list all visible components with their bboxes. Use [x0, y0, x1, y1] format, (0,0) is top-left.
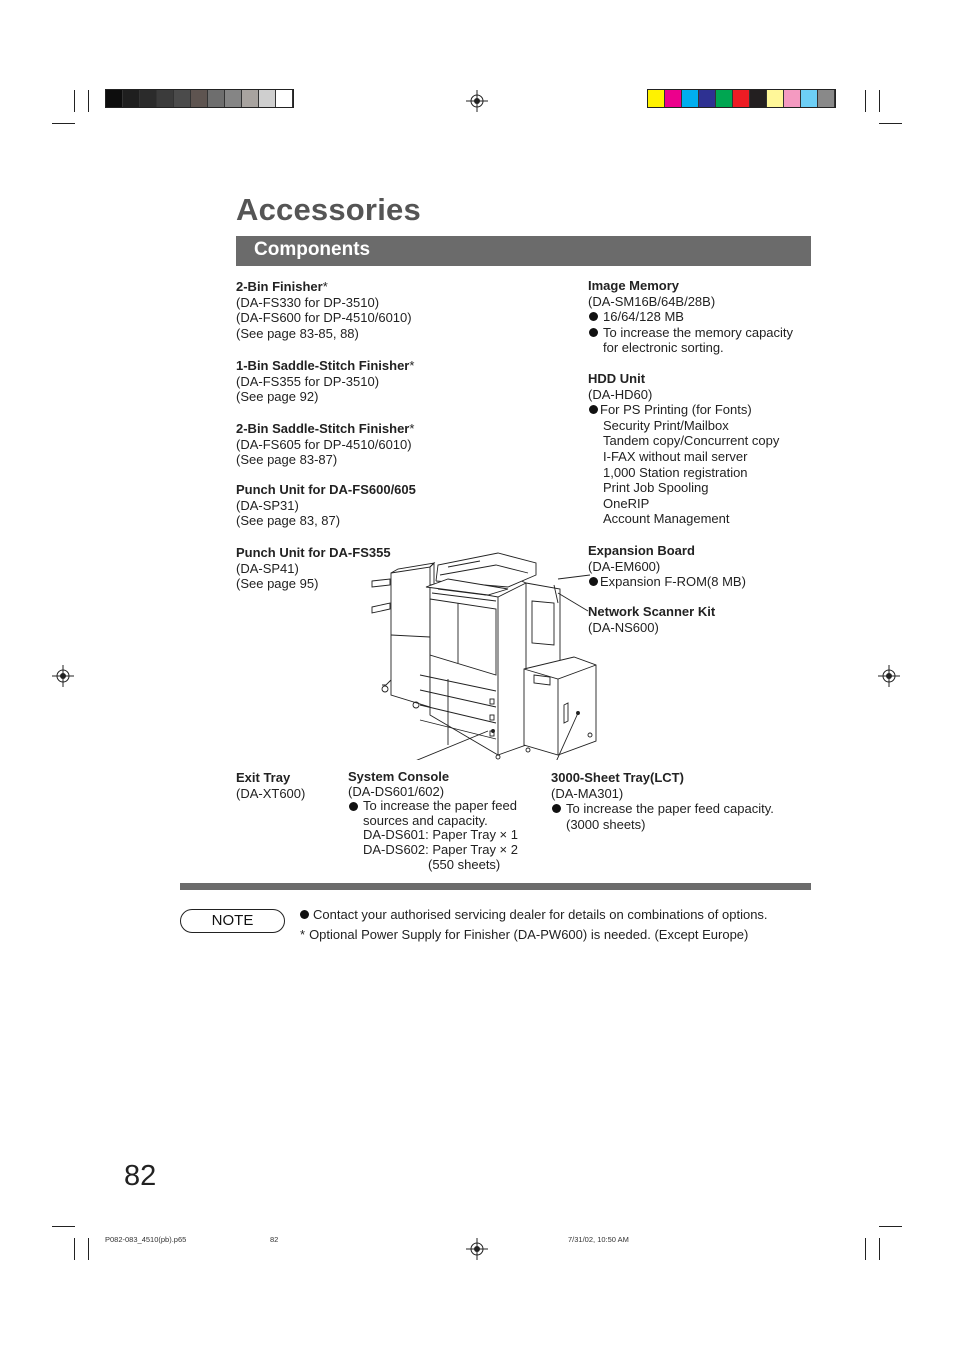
item-title: Punch Unit for DA-FS355: [236, 545, 391, 560]
color-swatch: [818, 90, 835, 107]
color-swatch: [123, 90, 140, 107]
item-line: (See page 83-87): [236, 452, 338, 468]
item-line: (See page 83-85, 88): [236, 325, 359, 341]
item-line: (3000 sheets): [566, 816, 646, 832]
section-divider: [180, 883, 811, 890]
lct-tray-block: [551, 770, 774, 832]
expansion-board-block: [588, 543, 746, 590]
color-swatch: [733, 90, 750, 107]
list-item: Tandem copy/Concurrent copy: [603, 433, 780, 449]
registration-mark-icon: [878, 665, 900, 687]
exit-tray-block: [236, 770, 305, 801]
crop-mark: [865, 1238, 866, 1260]
color-swatch: [784, 90, 801, 107]
item-model: (DA-HD60): [588, 386, 653, 402]
asterisk-mark: *: [409, 421, 415, 436]
color-swatch: [648, 90, 665, 107]
list-item: Security Print/Mailbox: [603, 417, 729, 433]
crop-mark: [879, 1226, 902, 1227]
bullet-item: For PS Printing (for Fonts): [588, 402, 779, 418]
item-line: (DA-FS605 for DP-4510/6010): [236, 436, 412, 452]
gray-color-bar: [105, 89, 294, 108]
item-line: (DA-SP41): [236, 560, 299, 576]
list-item: OneRIP: [603, 495, 650, 511]
item-model: (DA-SM16B/64B/28B): [588, 293, 716, 309]
color-swatch: [665, 90, 682, 107]
item-title: 2-Bin Finisher: [236, 279, 323, 294]
list-item: I-FAX without mail server: [603, 448, 748, 464]
item-title: Punch Unit for DA-FS600/605: [236, 482, 416, 497]
bullet-item: To increase the paper feed capacity.: [551, 801, 774, 817]
bullet-item: To increase the memory capacity: [588, 325, 793, 341]
crop-mark: [74, 1238, 75, 1260]
color-swatch: [242, 90, 259, 107]
color-swatch: [276, 90, 293, 107]
item-title: Image Memory: [588, 278, 680, 293]
bullet-item: Expansion F-ROM(8 MB): [588, 574, 746, 590]
item-title: 2-Bin Saddle-Stitch Finisher: [236, 421, 410, 436]
section-header: [236, 236, 811, 266]
asterisk-mark: *: [409, 358, 415, 373]
crop-mark: [52, 1226, 75, 1227]
item-line: (DA-FS600 for DP-4510/6010): [236, 310, 412, 326]
color-swatch: [259, 90, 276, 107]
color-swatch: [140, 90, 157, 107]
section-title: Components: [254, 239, 371, 260]
note-label: NOTE: [180, 909, 285, 933]
hdd-unit-block: [588, 371, 779, 527]
item-line: for electronic sorting.: [603, 340, 724, 356]
item-line: DA-DS602: Paper Tray × 2: [363, 841, 518, 857]
item-title: Exit Tray: [236, 770, 291, 785]
item-line: DA-DS601: Paper Tray × 1: [363, 827, 518, 843]
color-swatch: [699, 90, 716, 107]
crop-mark: [879, 1238, 880, 1260]
bullet-icon: [300, 910, 309, 919]
item-line: (DA-SP31): [236, 497, 299, 513]
color-swatch: [682, 90, 699, 107]
bullet-item: To increase the paper feed: [348, 799, 518, 814]
note-line: * Optional Power Supply for Finisher (DA-PW600) is needed. (Except Europe): [300, 927, 749, 942]
item-title: HDD Unit: [588, 371, 646, 386]
item-title: Expansion Board: [588, 543, 695, 558]
color-swatch: [225, 90, 242, 107]
crop-mark: [865, 90, 866, 112]
list-item: Account Management: [603, 511, 730, 527]
item-line: (DA-FS355 for DP-3510): [236, 373, 380, 389]
color-swatch: [106, 90, 123, 107]
crop-mark: [88, 90, 89, 112]
two-bin-saddle-block: [236, 421, 414, 468]
item-model: (DA-MA301): [551, 785, 624, 801]
color-swatch: [716, 90, 733, 107]
item-model: (DA-DS601/602): [348, 783, 445, 799]
note-line: Contact your authorised servicing dealer for details on combinations of options.: [300, 907, 768, 922]
list-item: 1,000 Station registration: [603, 464, 748, 480]
color-swatch: [208, 90, 225, 107]
color-swatch: [750, 90, 767, 107]
bullet-item: 16/64/128 MB: [588, 309, 793, 325]
image-memory-block: [588, 278, 793, 356]
registration-mark-icon: [52, 665, 74, 687]
item-line: (See page 83, 87): [236, 513, 341, 529]
color-swatch: [174, 90, 191, 107]
page-number: 82: [124, 1160, 157, 1192]
registration-mark-icon: [466, 90, 488, 112]
item-line: (DA-FS330 for DP-3510): [236, 294, 380, 310]
color-swatch: [801, 90, 818, 107]
copier-illustration: [368, 545, 603, 760]
registration-mark-icon: [466, 1238, 488, 1260]
item-line: sources and capacity.: [363, 812, 488, 828]
punch-unit-600-block: [236, 482, 416, 529]
page-title: Accessories: [236, 192, 421, 227]
footer-page: 82: [270, 1235, 279, 1244]
item-model: (DA-XT600): [236, 785, 306, 801]
item-title: System Console: [348, 769, 450, 784]
list-item: Print Job Spooling: [603, 480, 709, 496]
footer-filename: P082-083_4510(pb).p65: [105, 1235, 187, 1244]
crop-mark: [74, 90, 75, 112]
crop-mark: [879, 90, 880, 112]
crop-mark: [88, 1238, 89, 1260]
item-title: 3000-Sheet Tray(LCT): [551, 770, 684, 785]
item-title: 1-Bin Saddle-Stitch Finisher: [236, 358, 410, 373]
color-swatch: [157, 90, 174, 107]
asterisk-mark: *: [300, 927, 306, 942]
two-bin-finisher-block: [236, 279, 412, 341]
color-swatch: [191, 90, 208, 107]
one-bin-saddle-block: [236, 358, 414, 405]
crop-mark: [52, 123, 75, 124]
process-color-bar: [647, 89, 836, 108]
network-scanner-block: [588, 604, 715, 635]
asterisk-mark: *: [322, 279, 328, 294]
footer-timestamp: 7/31/02, 10:50 AM: [568, 1235, 629, 1244]
crop-mark: [879, 123, 902, 124]
item-line: (550 sheets): [428, 856, 501, 872]
item-model: (DA-NS600): [588, 619, 659, 635]
system-console-block: [348, 770, 518, 872]
item-line: (See page 92): [236, 389, 319, 405]
color-swatch: [767, 90, 784, 107]
item-title: Network Scanner Kit: [588, 604, 716, 619]
item-model: (DA-EM600): [588, 558, 661, 574]
item-line: (See page 95): [236, 576, 319, 592]
